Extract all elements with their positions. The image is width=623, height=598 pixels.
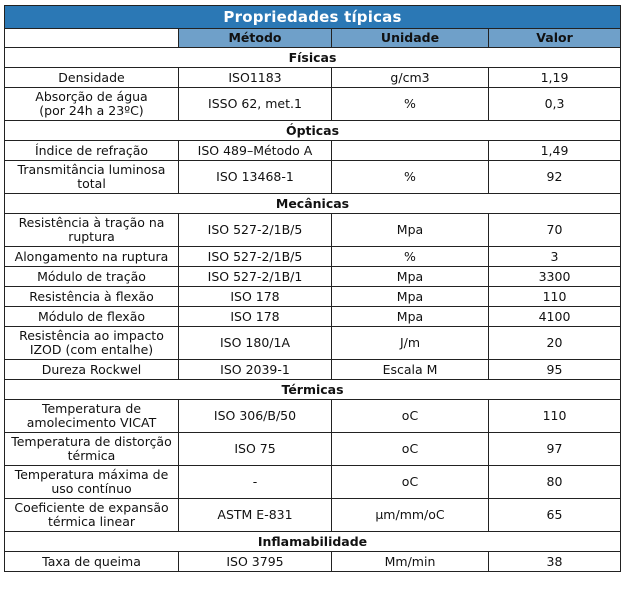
table-row <box>5 68 621 88</box>
method-cell: ISO 489–Método A <box>179 141 332 161</box>
unit-cell: J/m <box>332 327 489 360</box>
value-cell: 1,49 <box>489 141 621 161</box>
header-value: Valor <box>489 29 621 48</box>
section-row <box>5 532 621 552</box>
section-title: Térmicas <box>5 380 621 400</box>
property-cell: Módulo de tração <box>5 267 179 287</box>
unit-cell: oC <box>332 466 489 499</box>
section-title: Inflamabilidade <box>5 532 621 552</box>
method-cell: ISO 527-2/1B/5 <box>179 214 332 247</box>
property-cell: Módulo de flexão <box>5 307 179 327</box>
unit-cell: µm/mm/oC <box>332 499 489 532</box>
value-cell: 92 <box>489 161 621 194</box>
properties-table-container <box>4 5 620 572</box>
property-cell: Resistência à tração na ruptura <box>5 214 179 247</box>
column-header-row <box>5 29 621 48</box>
method-cell: ISO 75 <box>179 433 332 466</box>
unit-cell: Mpa <box>332 214 489 247</box>
unit-cell: Mm/min <box>332 552 489 572</box>
method-cell: ISO 180/1A <box>179 327 332 360</box>
table-row <box>5 552 621 572</box>
table-row <box>5 499 621 532</box>
property-cell: Coeficiente de expansão térmica linear <box>5 499 179 532</box>
value-cell: 0,3 <box>489 88 621 121</box>
method-cell: ISO 306/B/50 <box>179 400 332 433</box>
property-cell: Temperatura máxima de uso contínuo <box>5 466 179 499</box>
value-cell: 3300 <box>489 267 621 287</box>
section-title: Mecânicas <box>5 194 621 214</box>
value-cell: 65 <box>489 499 621 532</box>
unit-cell: Mpa <box>332 307 489 327</box>
method-cell: ISO 3795 <box>179 552 332 572</box>
table-row <box>5 433 621 466</box>
header-method: Método <box>179 29 332 48</box>
header-unit: Unidade <box>332 29 489 48</box>
value-cell: 110 <box>489 287 621 307</box>
method-cell: - <box>179 466 332 499</box>
section-row <box>5 121 621 141</box>
table-row <box>5 214 621 247</box>
unit-cell: Mpa <box>332 287 489 307</box>
table-row <box>5 141 621 161</box>
method-cell: ASTM E-831 <box>179 499 332 532</box>
value-cell: 97 <box>489 433 621 466</box>
method-cell: ISO 527-2/1B/5 <box>179 247 332 267</box>
unit-cell: g/cm3 <box>332 68 489 88</box>
value-cell: 80 <box>489 466 621 499</box>
method-cell: ISO 178 <box>179 287 332 307</box>
unit-cell: % <box>332 88 489 121</box>
table-title: Propriedades típicas <box>5 6 621 29</box>
value-cell: 4100 <box>489 307 621 327</box>
method-cell: ISO1183 <box>179 68 332 88</box>
property-cell: Transmitância luminosa total <box>5 161 179 194</box>
unit-cell <box>332 141 489 161</box>
unit-cell: oC <box>332 400 489 433</box>
table-row <box>5 161 621 194</box>
table-row <box>5 307 621 327</box>
value-cell: 3 <box>489 247 621 267</box>
method-cell: ISO 527-2/1B/1 <box>179 267 332 287</box>
section-row <box>5 194 621 214</box>
section-title: Físicas <box>5 48 621 68</box>
unit-cell: % <box>332 247 489 267</box>
section-row <box>5 380 621 400</box>
header-blank <box>5 29 179 48</box>
method-cell: ISO 13468-1 <box>179 161 332 194</box>
table-row <box>5 287 621 307</box>
property-cell: Alongamento na ruptura <box>5 247 179 267</box>
method-cell: ISO 2039-1 <box>179 360 332 380</box>
table-row <box>5 360 621 380</box>
value-cell: 20 <box>489 327 621 360</box>
property-cell: Resistência ao impacto IZOD (com entalhe) <box>5 327 179 360</box>
property-cell: Resistência à flexão <box>5 287 179 307</box>
properties-table <box>4 5 621 572</box>
section-title: Ópticas <box>5 121 621 141</box>
table-row <box>5 88 621 121</box>
property-cell: Absorção de água (por 24h a 23ºC) <box>5 88 179 121</box>
table-title-row <box>5 6 621 29</box>
method-cell: ISO 178 <box>179 307 332 327</box>
unit-cell: oC <box>332 433 489 466</box>
unit-cell: Escala M <box>332 360 489 380</box>
table-row <box>5 327 621 360</box>
section-row <box>5 48 621 68</box>
table-row <box>5 267 621 287</box>
property-cell: Temperatura de amolecimento VICAT <box>5 400 179 433</box>
value-cell: 95 <box>489 360 621 380</box>
property-cell: Taxa de queima <box>5 552 179 572</box>
property-cell: Dureza Rockwel <box>5 360 179 380</box>
method-cell: ISSO 62, met.1 <box>179 88 332 121</box>
unit-cell: % <box>332 161 489 194</box>
unit-cell: Mpa <box>332 267 489 287</box>
table-row <box>5 466 621 499</box>
property-cell: Índice de refração <box>5 141 179 161</box>
property-cell: Densidade <box>5 68 179 88</box>
table-row <box>5 400 621 433</box>
table-row <box>5 247 621 267</box>
value-cell: 38 <box>489 552 621 572</box>
value-cell: 1,19 <box>489 68 621 88</box>
value-cell: 70 <box>489 214 621 247</box>
property-cell: Temperatura de distorção térmica <box>5 433 179 466</box>
value-cell: 110 <box>489 400 621 433</box>
